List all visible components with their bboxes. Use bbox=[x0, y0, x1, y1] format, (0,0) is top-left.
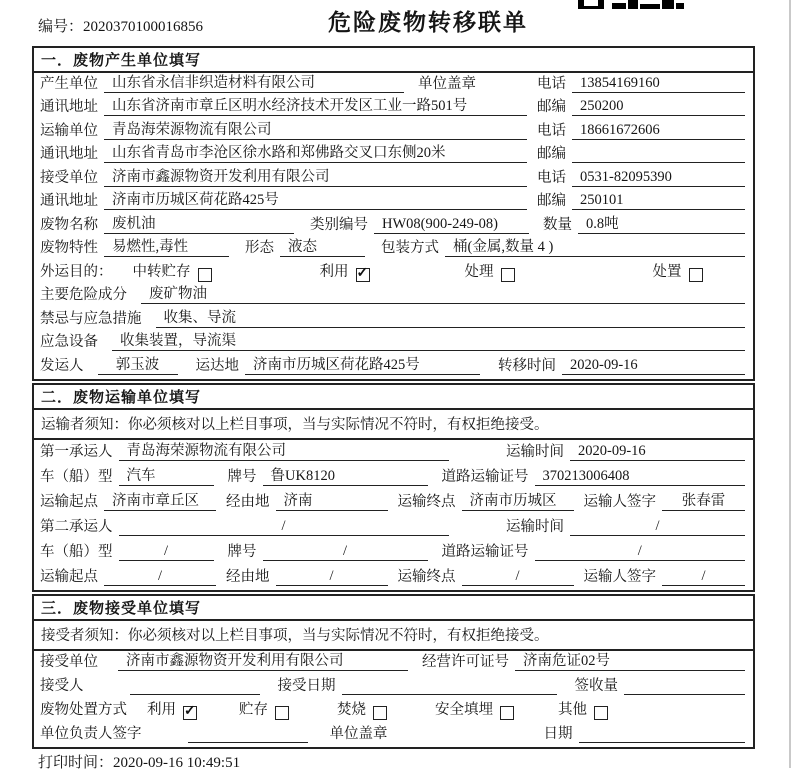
disposal-option-store bbox=[239, 698, 289, 719]
disposal-option-utilize bbox=[147, 698, 197, 719]
zip-label: 邮编 bbox=[537, 146, 566, 162]
terminus-label: 运输终点 bbox=[397, 493, 456, 510]
serial-value: 2020370100016856 bbox=[83, 19, 204, 35]
transporter-label: 运输单位 bbox=[40, 122, 98, 139]
transporter-value: 青岛海荣源物流有限公司 bbox=[104, 118, 527, 140]
road-permit-label: 道路运输证号 bbox=[441, 468, 529, 485]
transfer-form bbox=[32, 46, 755, 751]
checkbox-icon bbox=[689, 268, 703, 282]
page-title: 危险废物转移联单 bbox=[328, 10, 528, 35]
receiver-label: 接受单位 bbox=[40, 169, 98, 186]
zip-label: 邮编 bbox=[537, 99, 566, 115]
carrier-label: 第一承运人 bbox=[40, 443, 113, 460]
disposal-label: 废物处置方式 bbox=[40, 701, 127, 718]
option-label: 其他 bbox=[558, 701, 587, 718]
section1-title: 一．废物产生单位填写 bbox=[34, 48, 753, 73]
row-shipper bbox=[34, 355, 753, 379]
origin-label: 运输起点 bbox=[40, 568, 98, 585]
receiving-unit-value: 济南市鑫源物资开发利用有限公司 bbox=[118, 649, 408, 671]
purpose-option-dispose bbox=[653, 260, 703, 281]
blank-underline bbox=[130, 677, 260, 695]
print-time-line bbox=[38, 751, 240, 772]
qr-block bbox=[676, 3, 684, 9]
phone-value: 13854169160 bbox=[572, 75, 745, 93]
origin-label: 运输起点 bbox=[40, 493, 98, 510]
section2-title: 二．废物运输单位填写 bbox=[34, 385, 753, 410]
option-label: 中转贮存 bbox=[132, 263, 191, 280]
hazard-label: 主要危险成分 bbox=[40, 287, 127, 303]
producer-label: 产生单位 bbox=[40, 75, 98, 92]
phone-value: 0531-82095390 bbox=[572, 169, 745, 187]
blank-underline bbox=[624, 677, 745, 695]
blank-underline bbox=[572, 145, 745, 163]
destination-label: 运达地 bbox=[195, 357, 239, 374]
row-transporter bbox=[34, 120, 753, 144]
zip-value: 250200 bbox=[572, 98, 745, 116]
purpose-option-utilize bbox=[320, 260, 370, 281]
row-receiving-unit bbox=[34, 651, 753, 675]
row-first-carrier bbox=[34, 440, 753, 465]
license-value: 济南危证02号 bbox=[515, 649, 745, 671]
carrier-sign-value: / bbox=[662, 568, 745, 586]
row-waste-name bbox=[34, 214, 753, 238]
shipper-value: 郭玉波 bbox=[98, 353, 178, 375]
signed-qty-label: 签收量 bbox=[574, 677, 618, 694]
form-value: 液态 bbox=[280, 235, 365, 257]
transport-time-value: / bbox=[570, 518, 745, 536]
destination-value: 济南市历城区荷花路425号 bbox=[245, 353, 480, 375]
carrier-sign-label: 运输人签字 bbox=[583, 568, 656, 585]
phone-label: 电话 bbox=[537, 122, 566, 139]
transport-time-label: 运输时间 bbox=[506, 443, 564, 460]
terminus-value: 济南市历城区 bbox=[462, 489, 574, 511]
disposal-option-landfill bbox=[435, 698, 514, 719]
via-label: 经由地 bbox=[226, 493, 270, 510]
form-label: 形态 bbox=[245, 240, 274, 256]
section3-title: 三．废物接受单位填写 bbox=[34, 596, 753, 621]
row-producer bbox=[34, 73, 753, 97]
receiver-notice: 接受者须知：你必须核对以上栏目事项，当与实际情况不符时，有权拒绝接受。 bbox=[34, 621, 753, 651]
disposal-option-incinerate bbox=[337, 698, 387, 719]
character-value: 易燃性,毒性 bbox=[104, 235, 229, 257]
print-time-value: 2020-09-16 10:49:51 bbox=[113, 755, 241, 771]
address-value: 山东省济南市章丘区明水经济技术开发区工业一路501号 bbox=[104, 94, 527, 116]
terminus-label: 运输终点 bbox=[397, 568, 456, 585]
packing-label: 包装方式 bbox=[381, 240, 439, 256]
row-route-2 bbox=[34, 565, 753, 590]
checkbox-icon bbox=[500, 706, 514, 720]
waste-name-value: 废机油 bbox=[104, 212, 294, 234]
section-producer bbox=[32, 46, 755, 381]
address-label: 通讯地址 bbox=[40, 146, 98, 162]
row-transporter-address bbox=[34, 144, 753, 168]
qr-block bbox=[612, 3, 626, 9]
disposal-option-other bbox=[558, 698, 608, 719]
print-time-label: 打印时间： bbox=[38, 755, 114, 771]
via-value: 济南 bbox=[276, 489, 388, 511]
character-label: 废物特性 bbox=[40, 240, 98, 256]
checkbox-icon bbox=[501, 268, 515, 282]
row-waste-character bbox=[34, 238, 753, 262]
row-receiver-address bbox=[34, 191, 753, 215]
phone-value: 18661672606 bbox=[572, 122, 745, 140]
category-value: HW08(900-249-08) bbox=[374, 216, 529, 234]
checkbox-icon bbox=[275, 706, 289, 720]
option-label: 处理 bbox=[464, 263, 494, 280]
waste-name-label: 废物名称 bbox=[40, 216, 98, 233]
option-label: 利用 bbox=[319, 263, 349, 280]
address-label: 通讯地址 bbox=[40, 193, 98, 209]
carrier-label: 第二承运人 bbox=[40, 518, 113, 535]
plate-label: 牌号 bbox=[227, 543, 257, 560]
carrier-sign-value: 张春雷 bbox=[662, 489, 745, 511]
via-value: / bbox=[276, 568, 388, 586]
row-vehicle-2 bbox=[34, 540, 753, 565]
responsible-sign-label: 单位负责人签字 bbox=[40, 725, 142, 742]
receiving-unit-label: 接受单位 bbox=[40, 653, 98, 670]
transfer-time-label: 转移时间 bbox=[498, 357, 556, 374]
address-value: 山东省青岛市李沧区徐水路和郑佛路交叉口东侧20米 bbox=[104, 141, 527, 163]
section-receiver bbox=[32, 594, 755, 749]
equipment-value: 收集装置，导流渠 bbox=[112, 329, 745, 351]
shipper-label: 发运人 bbox=[40, 357, 84, 374]
row-second-carrier bbox=[34, 515, 753, 540]
road-permit-value: / bbox=[535, 543, 746, 561]
category-label: 类别编号 bbox=[310, 216, 368, 233]
quantity-value: 0.8吨 bbox=[578, 212, 745, 234]
vehicle-type-value: / bbox=[119, 543, 214, 561]
checkbox-icon bbox=[373, 706, 387, 720]
serial-number-line bbox=[38, 15, 203, 36]
equipment-label: 应急设备 bbox=[40, 334, 98, 350]
row-transfer-purpose bbox=[34, 261, 753, 285]
section-transporter bbox=[32, 383, 755, 592]
row-recipient bbox=[34, 675, 753, 699]
checkbox-icon bbox=[198, 268, 212, 282]
packing-value: 桶(金属,数量 4 ) bbox=[445, 235, 745, 257]
transporter-notice: 运输者须知：你必须核对以上栏目事项，当与实际情况不符时，有权拒绝接受。 bbox=[34, 410, 753, 440]
phone-label: 电话 bbox=[537, 169, 566, 186]
zip-value: 250101 bbox=[572, 192, 745, 210]
row-responsible-sign bbox=[34, 723, 753, 747]
carrier-value: 青岛海荣源物流有限公司 bbox=[119, 439, 449, 461]
carrier-sign-label: 运输人签字 bbox=[583, 493, 656, 510]
recipient-label: 接受人 bbox=[40, 677, 84, 694]
purpose-option-storage bbox=[133, 260, 212, 281]
qr-block bbox=[628, 0, 638, 9]
plate-label: 牌号 bbox=[227, 468, 257, 485]
seal-date-label: 日期 bbox=[543, 725, 573, 742]
row-route-1 bbox=[34, 490, 753, 515]
vehicle-type-label: 车（船）型 bbox=[40, 543, 113, 560]
road-permit-value: 370213006408 bbox=[535, 468, 746, 486]
qr-block bbox=[640, 4, 660, 9]
row-producer-address bbox=[34, 97, 753, 121]
contraindication-label: 禁忌与应急措施 bbox=[40, 310, 142, 327]
vehicle-type-value: 汽车 bbox=[119, 464, 214, 486]
option-label: 焚烧 bbox=[337, 701, 366, 718]
address-label: 通讯地址 bbox=[40, 99, 98, 115]
via-label: 经由地 bbox=[226, 568, 270, 585]
option-label: 安全填埋 bbox=[435, 701, 493, 718]
transfer-time-value: 2020-09-16 bbox=[562, 357, 745, 375]
receive-date-label: 接受日期 bbox=[277, 677, 336, 694]
qr-block bbox=[578, 6, 604, 9]
producer-value: 山东省永信非织造材料有限公司 bbox=[104, 71, 404, 93]
address-value: 济南市历城区荷花路425号 bbox=[104, 188, 527, 210]
purpose-option-treat bbox=[465, 260, 515, 281]
terminus-value: / bbox=[462, 568, 574, 586]
row-vehicle-1 bbox=[34, 465, 753, 490]
license-label: 经营许可证号 bbox=[422, 653, 509, 670]
transport-time-value: 2020-09-16 bbox=[570, 443, 745, 461]
option-label: 利用 bbox=[147, 701, 176, 718]
vehicle-type-label: 车（船）型 bbox=[40, 468, 113, 485]
contraindication-value: 收集、导流 bbox=[156, 306, 746, 328]
hazard-value: 废矿物油 bbox=[141, 282, 745, 304]
plate-value: 鲁UK8120 bbox=[263, 464, 428, 486]
row-receiver bbox=[34, 167, 753, 191]
qr-code-fragment-icon bbox=[578, 0, 688, 10]
purpose-label: 外运目的： bbox=[40, 263, 113, 280]
blank-underline bbox=[188, 725, 308, 743]
transport-time-label: 运输时间 bbox=[506, 518, 564, 535]
road-permit-label: 道路运输证号 bbox=[441, 543, 529, 560]
row-hazard-component bbox=[34, 285, 753, 309]
origin-value: / bbox=[104, 568, 216, 586]
row-disposal-method bbox=[34, 699, 753, 723]
qr-block bbox=[662, 0, 674, 9]
origin-value: 济南市章丘区 bbox=[104, 489, 216, 511]
quantity-label: 数量 bbox=[543, 216, 572, 233]
blank-underline bbox=[342, 677, 557, 695]
checkbox-checked-icon bbox=[183, 706, 197, 720]
checkbox-checked-icon bbox=[356, 268, 370, 282]
checkbox-icon bbox=[594, 706, 608, 720]
plate-value: / bbox=[263, 543, 428, 561]
option-label: 贮存 bbox=[239, 701, 268, 718]
blank-underline bbox=[579, 725, 746, 743]
row-emergency-equipment bbox=[34, 332, 753, 356]
unit-seal-label: 单位盖章 bbox=[329, 725, 388, 742]
carrier-value: / bbox=[119, 518, 449, 536]
seal-label: 单位盖章 bbox=[418, 75, 476, 92]
page-edge-divider bbox=[789, 0, 791, 768]
row-contraindication bbox=[34, 308, 753, 332]
receiver-value: 济南市鑫源物资开发利用有限公司 bbox=[104, 165, 527, 187]
serial-label: 编号： bbox=[38, 19, 84, 35]
zip-label: 邮编 bbox=[537, 193, 566, 209]
phone-label: 电话 bbox=[537, 75, 566, 92]
option-label: 处置 bbox=[652, 263, 682, 280]
